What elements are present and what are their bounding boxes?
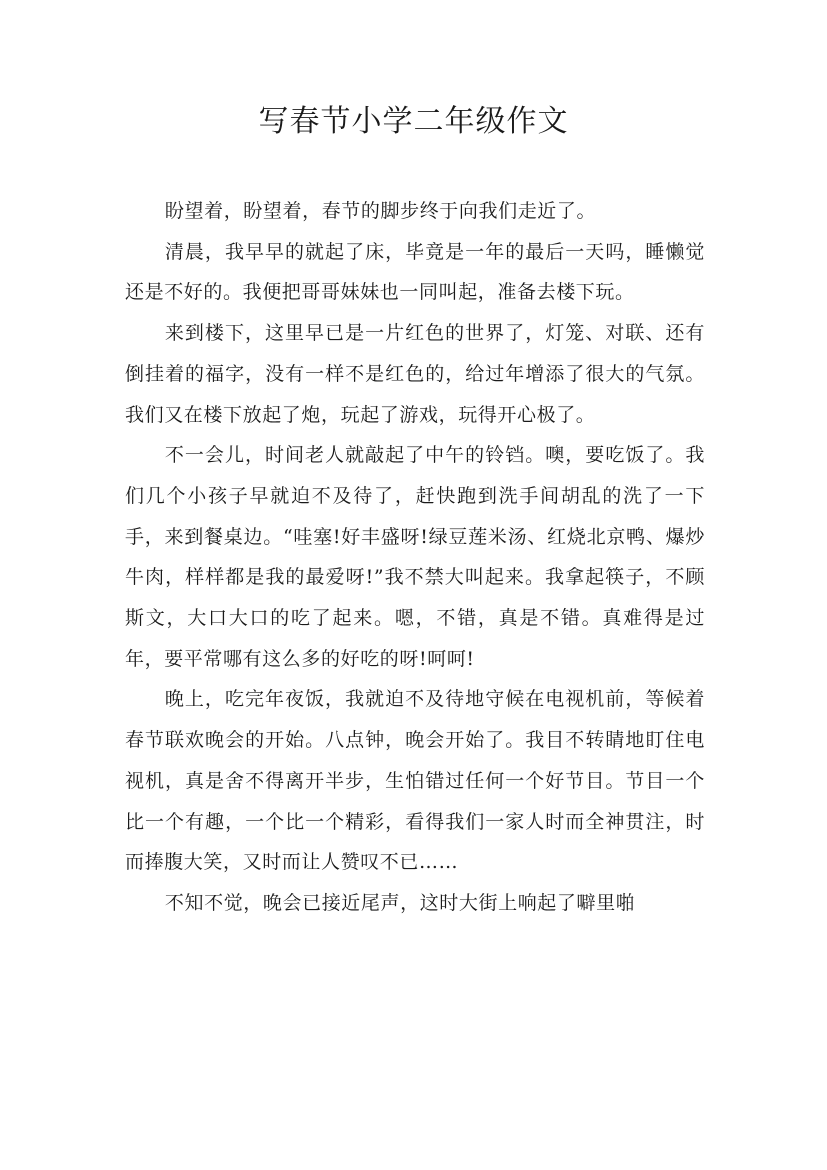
document-title: 写春节小学二年级作文	[258, 104, 569, 139]
paragraph: 不知不觉，晚会已接近尾声，这时大街上响起了噼里啪	[164, 891, 636, 914]
paragraph: 不一会儿，时间老人就敲起了中午的铃铛。噢，要吃饭了。我们几个小孩子早就迫不及待了，赶快跑到洗手间胡乱的洗了一下手，来到餐桌边。“哇塞!好丰盛呀!绿豆莲米汤、红烧北京鸭、爆炒牛肉，样样都是我的最爱呀!”我不禁大叫起来。我拿起筷子，不顾斯文，大口大口的吃了起来。嗯，不错，真是不错。真难得是过年，要平常哪有这么多的好吃的呀!呵呵!	[125, 444, 705, 670]
paragraph: 清晨，我早早的就起了床，毕竟是一年的最后一天吗，睡懒觉还是不好的。我便把哥哥妹妹也一同叫起，准备去楼下玩。	[125, 240, 705, 304]
paragraph: 来到楼下，这里早已是一片红色的世界了，灯笼、对联、还有倒挂着的福字，没有一样不是红色的，给过年增添了很大的气氛。我们又在楼下放起了炮，玩起了游戏，玩得开心极了。	[125, 322, 705, 426]
document-body	[125, 191, 705, 924]
paragraph: 盼望着，盼望着，春节的脚步终于向我们走近了。	[164, 200, 597, 222]
paragraph: 晚上，吃完年夜饭，我就迫不及待地守候在电视机前，等候着春节联欢晚会的开始。八点钟，晚会开始了。我目不转睛地盯住电视机，真是舍不得离开半步，生怕错过任何一个好节目。节目一个比一个有趣，一个比一个精彩，看得我们一家人时而全神贯注，时而捧腹大笑，又时而让人赞叹不已……	[125, 688, 705, 874]
